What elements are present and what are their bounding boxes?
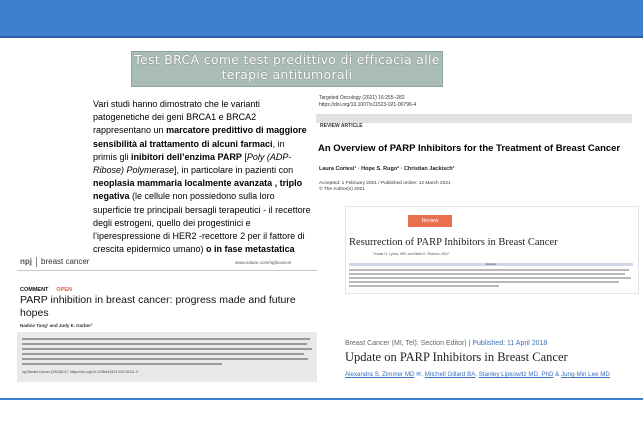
article-card-resurrection (345, 206, 639, 294)
paragraph-segment: o in fase metastatica (206, 244, 295, 255)
paragraph-segment: [ (241, 151, 247, 162)
abstract-line (349, 281, 619, 283)
journal-url: www.nature.com/npjbcancer (235, 260, 292, 265)
paragraph-segment: Poly (ADP-Ribose) Polymerase (93, 151, 292, 176)
journal-citation: Targeted Oncology (2021) 16:255–282 (319, 95, 405, 101)
paragraph-segment: inibitori dell’enzima PARP (131, 151, 242, 162)
npj-logo: npj breast cancer (20, 257, 90, 267)
body-paragraph (93, 98, 311, 256)
author-link[interactable]: Alexandra S. Zimmer MD (345, 371, 415, 378)
abstract-heading: Abstract (349, 263, 633, 266)
review-badge: Review (408, 215, 452, 227)
article-title: Update on PARP Inhibitors in Breast Cancer (345, 350, 568, 364)
author-link[interactable]: Mitchell Gillard BA (424, 371, 476, 378)
author-link[interactable]: Stanley Lipkowitz MD, PhD (478, 371, 554, 378)
article-title: PARP inhibition in breast cancer: progress made and future hopes (20, 294, 296, 319)
header-bar (0, 0, 643, 38)
abstract-line (22, 343, 307, 345)
article-section: Breast Cancer (MI, Tel). Section Editor) | (345, 340, 473, 347)
paragraph-segment: , in primis gli (93, 138, 285, 162)
abstract-line (22, 363, 222, 365)
paragraph-segment: neoplasia mammaria localmente avanzata , triplo negativa (93, 178, 303, 202)
article-kind: COMMENT (20, 287, 49, 293)
abstract-line (22, 358, 308, 360)
article-copyright: © The Author(s) 2021 (319, 187, 365, 192)
paragraph-segment: Vari studi hanno dimostrato che le varianti patogenetiche dei geni BRCA1 e BRCA2 rappresentano un (93, 99, 260, 136)
article-authors: Nadine Tung¹ and Judy E. Garber² (20, 323, 93, 328)
author-link[interactable]: Jung-Min Lee MD (561, 371, 610, 378)
abstract-line (22, 338, 310, 340)
article-title: An Overview of PARP Inhibitors for the Treatment of Breast Cancer (318, 143, 621, 154)
article-card-targeted-oncology (316, 93, 636, 205)
abstract-line (349, 269, 629, 271)
slide-title-line2: terapie antitumorali (221, 67, 353, 82)
paragraph-segment: marcatore predittivo di maggiore sensibilità al trattamento di alcuni farmaci (93, 125, 307, 149)
paragraph-segment: ], in particolare in pazienti con (174, 165, 294, 176)
abstract-line (349, 273, 625, 275)
article-card-npj (17, 254, 317, 382)
abstract-line (22, 353, 304, 355)
published-date-link[interactable]: Published: 11 April 2018 (472, 340, 548, 347)
article-authors: Tomas G. Lyons, MD¹ and Mark E. Robson, MD¹* (373, 252, 450, 256)
abstract-line (349, 285, 499, 287)
review-band-label: REVIEW ARTICLE (320, 123, 363, 129)
divider (17, 270, 317, 271)
open-access-label: OPEN (56, 287, 73, 293)
abstract-box (17, 332, 317, 382)
article-card-update: Breast Cancer (MI, Tel). Section Editor) | Published: 11 April 2018 Update on PARP Inhibitors in Breast Cancer Alexandra S. Zimmer MD ✉, Mitchell Gillard BA, Stanley Lipkowitz MD, PhD & Jung-Min Lee MD (345, 340, 610, 378)
slide-title-box (131, 51, 443, 87)
article-reference: npj Breast Cancer (2022)8:47; https://doi.org/10.1038/s41523-022-00411-3 (22, 370, 138, 374)
article-dates: Accepted: 1 February 2021 / Published online: 12 March 2021 (319, 181, 451, 186)
review-band (316, 114, 632, 129)
article-authors: Laura Cortesi¹ · Hope S. Rugo² · Christian Jackisch³ (319, 166, 455, 172)
article-title: Resurrection of PARP Inhibitors in Breast Cancer (349, 237, 558, 248)
abstract-line (349, 277, 631, 279)
paragraph-segment: (le cellule non possiedono sulla loro superficie tre principali bersagli terapeutici - il recettore degli estrogeni, quello dei progestinici e l’iperespressione di HER2 -recettore 2 per il fattore di crescita epidermico umano) (93, 191, 311, 255)
slide-title-line1: Test BRCA come test predittivo di efficacia alle (134, 52, 440, 67)
journal-doi: https://doi.org/10.1007/s11523-021-00796-4 (319, 102, 417, 108)
abstract-line (22, 348, 312, 350)
footer-line (0, 398, 643, 400)
